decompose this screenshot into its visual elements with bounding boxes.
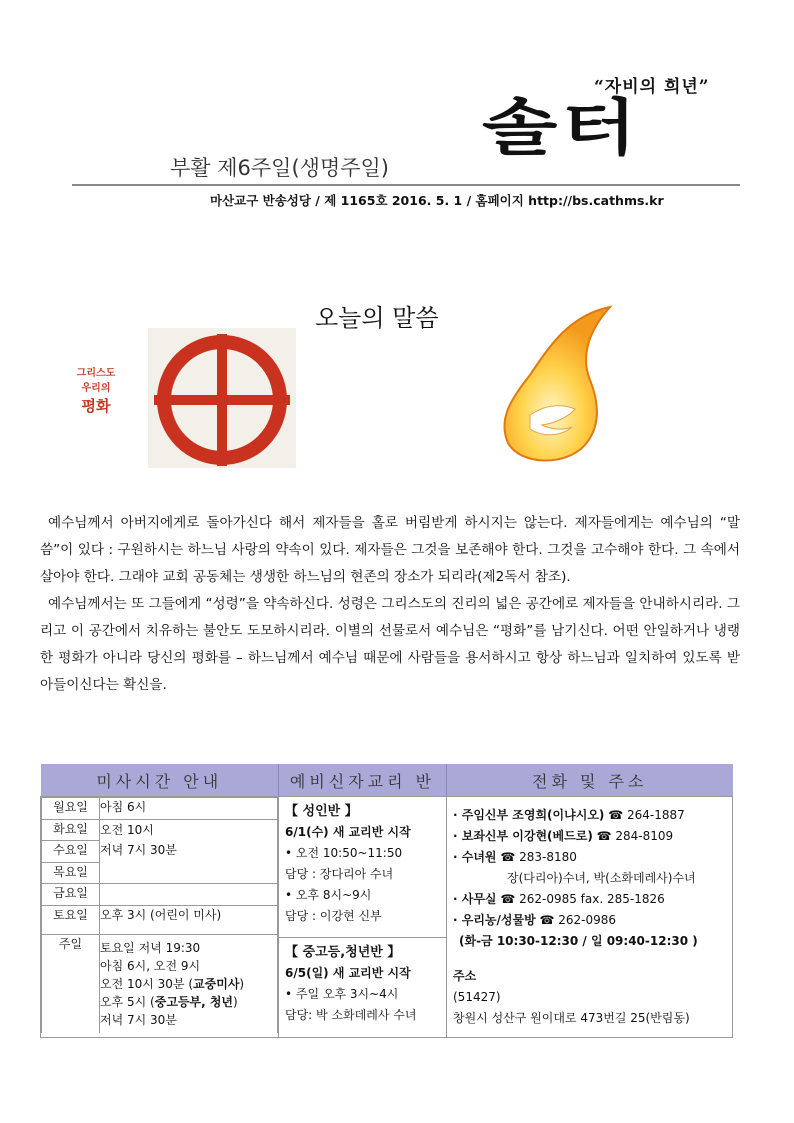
sunday-time-2: 아침 6시, 오전 9시 [100, 958, 201, 973]
day-wednesday: 수요일 [42, 841, 100, 863]
sunday-title: 부활 제6주일(생명주일) [170, 156, 389, 180]
day-sunday: 주일 [42, 934, 100, 1033]
info-table [40, 764, 733, 1038]
logo-line-2: 우리의 [81, 383, 111, 394]
gospel-reflection [40, 510, 740, 699]
table-row [42, 905, 278, 934]
weekday-times [100, 819, 278, 884]
mass-times-header: 미사시간 안내 [41, 764, 279, 797]
adult-class-time-1: • 오전 10:50~11:50 [285, 846, 403, 860]
reflection-paragraph-1: 예수님께서 아버지에게로 돌아가신다 해서 제자들을 홀로 버림받게 하시지는 않는다. 제자들에게는 예수님의 “말씀”이 있다 : 구원하시는 하느님 사랑의 약속이 있다. 제자들은 그것을 보존해야 한다. 그것을 고수해야 한다. 그 속에서 살아야 한다. 그래야 교회 공동체는 생생한 하느님의 현존의 장소가 되리라(제2독서 참조). [40, 515, 740, 585]
contact-store: · 우리농/성물방 ☎ 262-0986 [453, 913, 617, 927]
sunday-time-3: 오전 10시 30분 (교중미사) [100, 976, 245, 991]
logo-line-1: 그리스도 [76, 368, 116, 379]
contact-sisters: 장(다리아)수녀, 박(소화데레사)수녀 [507, 871, 696, 885]
youth-class-title: 【 중고등,청년반 】 [285, 945, 401, 960]
catechism-header: 예비신자교리 반 [279, 764, 447, 797]
peace-logo-text [74, 366, 118, 416]
address-title: 주소 [453, 969, 477, 983]
address-line: 창원시 성산구 원이대로 473번길 25(반림동) [453, 1011, 690, 1025]
adult-class-teacher-2: 담당 : 이강현 신부 [285, 909, 382, 923]
time-monday: 아침 6시 [100, 798, 278, 820]
address-zip: (51427) [453, 990, 501, 1004]
sunday-times [100, 934, 278, 1033]
day-monday: 월요일 [42, 798, 100, 820]
sunday-time-5: 저녁 7시 30분 [100, 1012, 177, 1027]
adult-class-start: 6/1(수) 새 교리반 시작 [285, 825, 411, 839]
parish-info: 마산교구 반송성당 / 제 1165호 2016. 5. 1 / 홈페이지 http://bs.cathms.kr [210, 193, 664, 208]
cross-circle-image [148, 328, 296, 468]
table-row [42, 884, 278, 906]
contact-convent: · 수녀원 ☎ 283-8180 [453, 850, 577, 864]
youth-class-time: • 주일 오후 3시~4시 [285, 987, 399, 1001]
day-saturday: 토요일 [42, 905, 100, 934]
adult-class-title: 【 성인반 】 [285, 804, 358, 819]
time-evening: 저녁 7시 30분 [100, 842, 177, 857]
contact-assistant: · 보좌신부 이강현(베드로) ☎ 284-8109 [453, 829, 674, 843]
table-row [42, 798, 278, 820]
time-morning: 오전 10시 [100, 822, 154, 837]
mass-schedule-cell [41, 797, 279, 1038]
today-word-title: 오늘의 말씀 [315, 304, 439, 332]
main-mass-label: 교중미사 [193, 976, 240, 991]
youth-mass-label: 중고등부, 청년 [154, 994, 234, 1009]
logo-line-3: 평화 [81, 397, 111, 415]
mass-schedule [41, 797, 278, 1033]
reflection-paragraph-2: 예수님께서는 또 그들에게 “성령”을 약속하신다. 성령은 그리스도의 진리의 넓은 공간에로 제자들을 안내하시리라. 그리고 이 공간에서 치유하는 불안도 도모하시리라. 이별의 선물로서 예수님은 “평화”를 남기신다. 어떤 안일하거나 냉랭한 평화가 아니라 당신의 평화를 – 하느님께서 예수님 때문에 사람들을 용서하시고 항상 하느님과 일치하여 있도록 받아들이신다는 확신을. [40, 596, 740, 693]
youth-class-start: 6/5(일) 새 교리반 시작 [285, 966, 411, 980]
contact-header: 전화 및 주소 [447, 764, 733, 797]
catechism-cell [279, 797, 447, 1038]
adult-class-time-2: • 오후 8시~9시 [285, 888, 372, 902]
contact-pastor: · 주임신부 조영희(이냐시오) ☎ 264-1887 [453, 808, 685, 822]
holy-spirit-flame-icon [490, 305, 620, 465]
header-divider [72, 184, 740, 186]
table-row [42, 819, 278, 841]
contact-cell [447, 797, 733, 1038]
youth-class-teacher: 담당: 박 소화데레사 수녀 [285, 1008, 417, 1022]
table-row [42, 934, 278, 1033]
store-hours: (화-금 10:30-12:30 / 일 09:40-12:30 ) [459, 934, 698, 948]
day-friday: 금요일 [42, 884, 100, 906]
motto: “자비의 희년” [594, 77, 710, 97]
time-saturday: 오후 3시 (어린이 미사) [100, 905, 278, 934]
sunday-time-1: 토요일 저녁 19:30 [100, 940, 201, 955]
cross-circle-icon [148, 328, 296, 468]
sunday-time-4: 오후 5시 (중고등부, 청년) [100, 994, 238, 1009]
flame-dove-image [490, 305, 620, 465]
adult-class-teacher-1: 담당 : 장다리아 수녀 [285, 867, 394, 881]
day-tuesday: 화요일 [42, 819, 100, 841]
contact-office: · 사무실 ☎ 262-0985 fax. 285-1826 [453, 892, 665, 906]
day-thursday: 목요일 [42, 862, 100, 884]
masthead-title: 솔터 [482, 92, 641, 164]
